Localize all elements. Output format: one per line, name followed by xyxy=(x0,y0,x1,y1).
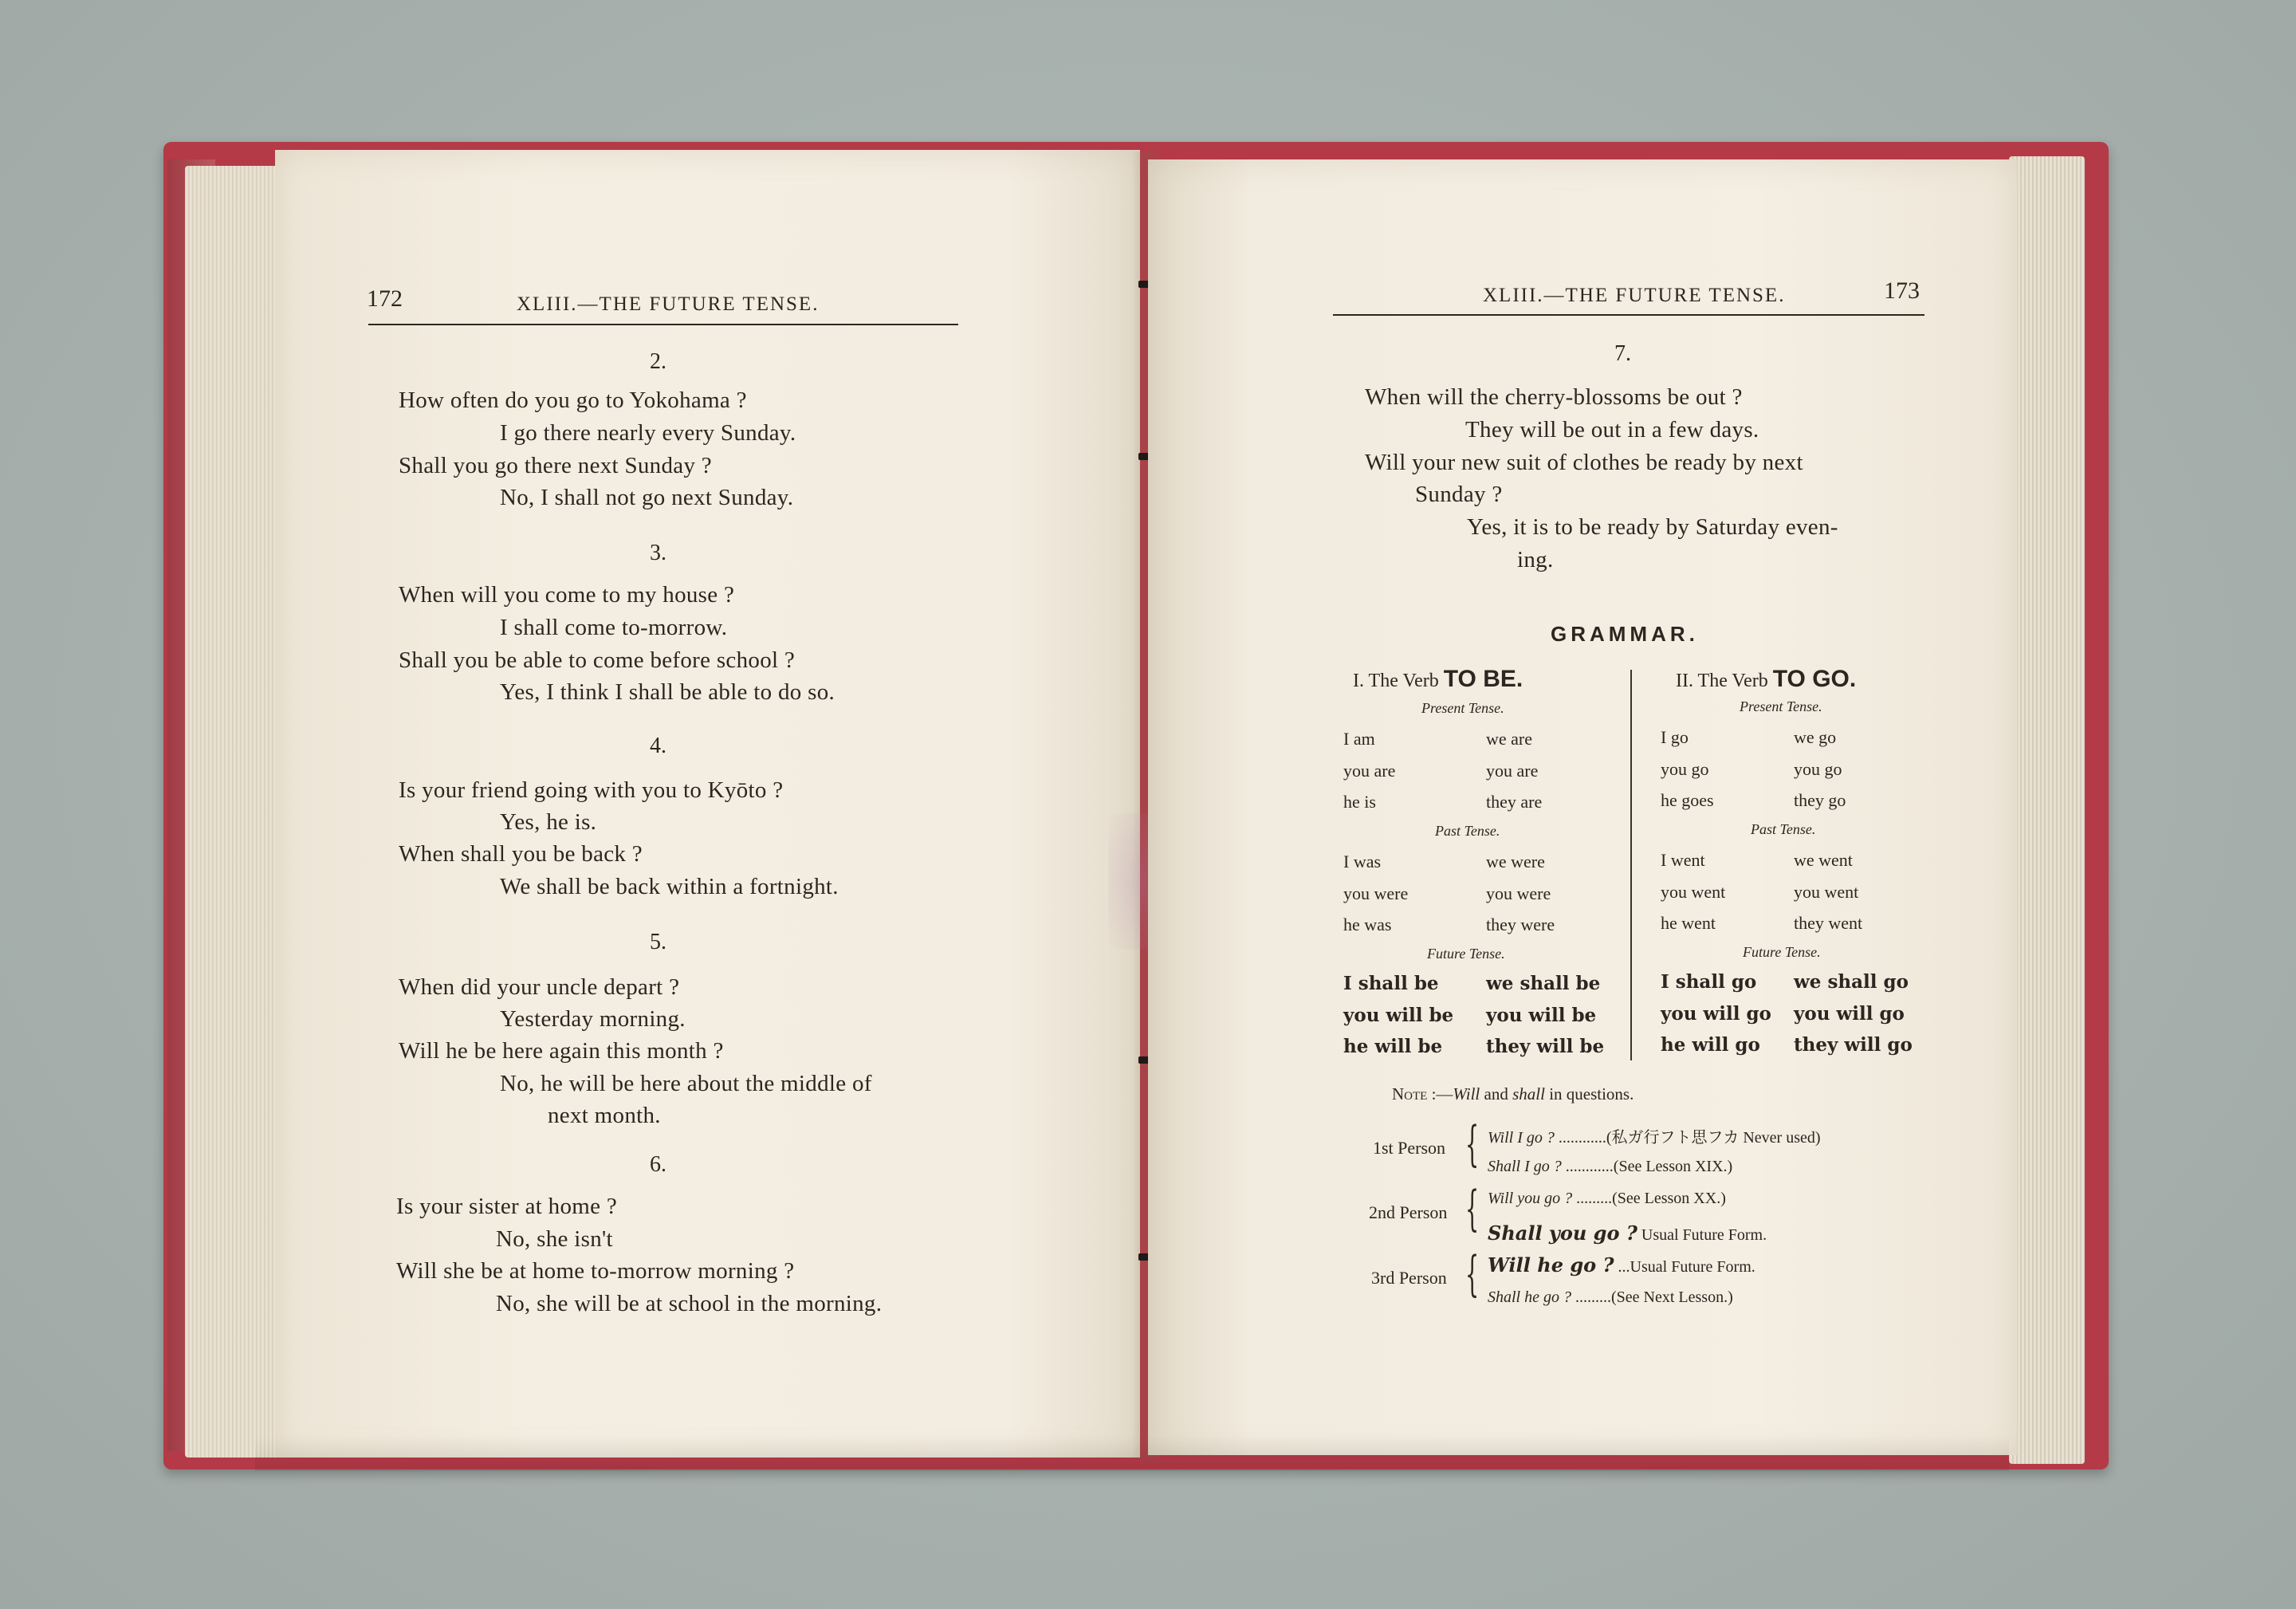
note-word: shall xyxy=(1512,1084,1545,1103)
person-label: 3rd Person xyxy=(1371,1268,1447,1288)
conj-cell: you go xyxy=(1794,759,1842,779)
page-stack-right xyxy=(2009,156,2085,1464)
conj-cell: we are xyxy=(1486,729,1533,749)
conj-cell: you are xyxy=(1343,761,1396,781)
person-label: 2nd Person xyxy=(1369,1202,1448,1222)
question: Will he go ? xyxy=(1488,1253,1614,1277)
conj-cell: I am xyxy=(1343,729,1375,749)
verb-heading-prefix: I. The Verb xyxy=(1353,671,1439,691)
text-line: When will the cherry-blossoms be out ? xyxy=(1365,384,1743,410)
conj-cell: you go xyxy=(1661,759,1709,779)
conj-cell: you are xyxy=(1486,761,1539,781)
question: Shall he go ? xyxy=(1488,1288,1571,1306)
text-line: We shall be back within a fortnight. xyxy=(500,874,839,899)
question: Shall you go ? xyxy=(1488,1222,1637,1245)
left-page-number: 172 xyxy=(367,285,403,312)
conj-cell: we go xyxy=(1794,727,1837,747)
conj-cell: I shall go xyxy=(1661,971,1757,993)
conj-cell: he went xyxy=(1661,913,1716,933)
conj-cell: we were xyxy=(1486,852,1545,871)
verb-heading-verb: TO BE. xyxy=(1443,666,1523,692)
conj-cell: they will be xyxy=(1486,1036,1605,1057)
page-stack-left xyxy=(185,166,289,1458)
conj-cell: they go xyxy=(1794,790,1846,810)
person-label: 1st Person xyxy=(1373,1138,1446,1158)
conj-cell: I was xyxy=(1343,852,1382,871)
verb-heading-prefix: II. The Verb xyxy=(1676,671,1768,691)
brace: { xyxy=(1465,1246,1480,1302)
text-line: I go there nearly every Sunday. xyxy=(500,420,796,446)
tense-label: Present Tense. xyxy=(1421,700,1504,716)
brace: { xyxy=(1465,1181,1480,1237)
brace: { xyxy=(1465,1116,1480,1172)
conj-cell: he is xyxy=(1343,792,1376,812)
section-number: 7. xyxy=(1614,341,1631,366)
text-line: Sunday ? xyxy=(1415,482,1503,507)
note-word: Will xyxy=(1453,1084,1480,1103)
question-desc: ............(私ガ行フト思フカ Never used) xyxy=(1554,1129,1821,1147)
conj-cell: I went xyxy=(1661,850,1705,870)
note-text: and xyxy=(1480,1084,1513,1103)
text-line: No, she isn't xyxy=(496,1226,613,1252)
conj-cell: he was xyxy=(1343,915,1392,934)
left-header-rule xyxy=(368,324,958,325)
grammar-title: GRAMMAR. xyxy=(1551,622,1699,646)
left-running-head: XLIII.—THE FUTURE TENSE. xyxy=(517,293,820,315)
question: Shall I go ? xyxy=(1488,1158,1562,1175)
text-line: Will your new suit of clothes be ready by next xyxy=(1365,450,1803,475)
question-desc: .........(See Lesson XX.) xyxy=(1572,1190,1726,1207)
section-number: 6. xyxy=(650,1152,666,1177)
conj-cell: you went xyxy=(1794,882,1859,902)
text-line: ing. xyxy=(1517,547,1554,572)
text-line: When shall you be back ? xyxy=(399,841,643,867)
conj-cell: they were xyxy=(1486,915,1555,934)
tense-label: Present Tense. xyxy=(1740,698,1822,714)
section-number: 4. xyxy=(650,734,666,758)
conj-cell: he goes xyxy=(1661,790,1714,810)
section-number: 2. xyxy=(650,349,666,374)
grammar-note xyxy=(1392,1084,1634,1104)
text-line: Shall you be able to come before school ? xyxy=(399,647,796,673)
question-line xyxy=(1488,1253,1755,1277)
question-desc: ...Usual Future Form. xyxy=(1614,1258,1755,1276)
conj-cell: you will be xyxy=(1486,1005,1597,1026)
tense-label: Past Tense. xyxy=(1751,821,1816,837)
text-line: They will be out in a few days. xyxy=(1465,417,1759,443)
question-desc: Usual Future Form. xyxy=(1637,1226,1767,1244)
tense-label: Past Tense. xyxy=(1435,823,1500,839)
section-number: 3. xyxy=(650,541,666,565)
question-line xyxy=(1488,1190,1726,1208)
text-line: Yes, he is. xyxy=(500,809,597,835)
text-line: I shall come to-morrow. xyxy=(500,615,728,640)
text-line: When will you come to my house ? xyxy=(399,582,735,608)
conj-cell: you were xyxy=(1486,883,1551,903)
note-text: in questions. xyxy=(1544,1084,1634,1103)
conj-cell: we shall go xyxy=(1794,971,1909,993)
right-page-number: 173 xyxy=(1884,277,1920,304)
conj-cell: they will go xyxy=(1794,1034,1913,1056)
question-line xyxy=(1488,1158,1732,1176)
question-line xyxy=(1488,1124,1821,1147)
section-number: 5. xyxy=(650,930,666,954)
right-header-rule xyxy=(1333,314,1924,316)
conj-cell: I shall be xyxy=(1343,973,1439,994)
text-line: Will he be here again this month ? xyxy=(399,1038,724,1064)
text-line: When did your uncle depart ? xyxy=(399,974,680,1000)
conj-cell: you went xyxy=(1661,882,1726,902)
text-line: Is your friend going with you to Kyōto ? xyxy=(399,777,784,803)
conj-cell: they went xyxy=(1794,913,1863,933)
conj-cell: they are xyxy=(1486,792,1543,812)
conj-cell: you were xyxy=(1343,883,1409,903)
text-line: No, she will be at school in the morning. xyxy=(496,1291,883,1316)
page-bottom-shadow xyxy=(255,1435,2009,1471)
conj-cell: he will go xyxy=(1661,1034,1760,1056)
column-divider xyxy=(1630,670,1632,1060)
conj-cell: you will be xyxy=(1343,1005,1454,1026)
text-line: Is your sister at home ? xyxy=(396,1194,617,1219)
verb-to-go-heading xyxy=(1676,666,1856,693)
question-desc: ............(See Lesson XIX.) xyxy=(1561,1158,1733,1175)
verb-heading-verb: TO GO. xyxy=(1772,666,1857,692)
question: Will I go ? xyxy=(1488,1129,1555,1147)
conj-cell: we shall be xyxy=(1486,973,1601,994)
text-line: Shall you go there next Sunday ? xyxy=(399,453,712,478)
text-line: next month. xyxy=(548,1103,661,1128)
question: Will you go ? xyxy=(1488,1190,1573,1207)
text-line: Yesterday morning. xyxy=(500,1006,686,1032)
conj-cell: you will go xyxy=(1661,1003,1771,1025)
conj-cell: he will be xyxy=(1343,1036,1443,1057)
conj-cell: you will go xyxy=(1794,1003,1905,1025)
note-label: Note :— xyxy=(1392,1084,1453,1103)
conj-cell: I go xyxy=(1661,727,1689,747)
question-line xyxy=(1488,1222,1767,1245)
verb-to-be-heading xyxy=(1353,666,1523,693)
text-line: Will she be at home to-morrow morning ? xyxy=(396,1258,795,1284)
question-line xyxy=(1488,1288,1733,1307)
text-line: No, he will be here about the middle of xyxy=(500,1071,872,1096)
right-running-head: XLIII.—THE FUTURE TENSE. xyxy=(1483,285,1786,306)
tense-label: Future Tense. xyxy=(1427,946,1505,962)
text-line: Yes, it is to be ready by Saturday even- xyxy=(1467,514,1838,540)
tense-label: Future Tense. xyxy=(1743,944,1821,960)
text-line: How often do you go to Yokohama ? xyxy=(399,387,747,413)
text-line: No, I shall not go next Sunday. xyxy=(500,485,794,510)
question-desc: .........(See Next Lesson.) xyxy=(1571,1288,1733,1306)
conj-cell: we went xyxy=(1794,850,1853,870)
text-line: Yes, I think I shall be able to do so. xyxy=(500,679,835,705)
